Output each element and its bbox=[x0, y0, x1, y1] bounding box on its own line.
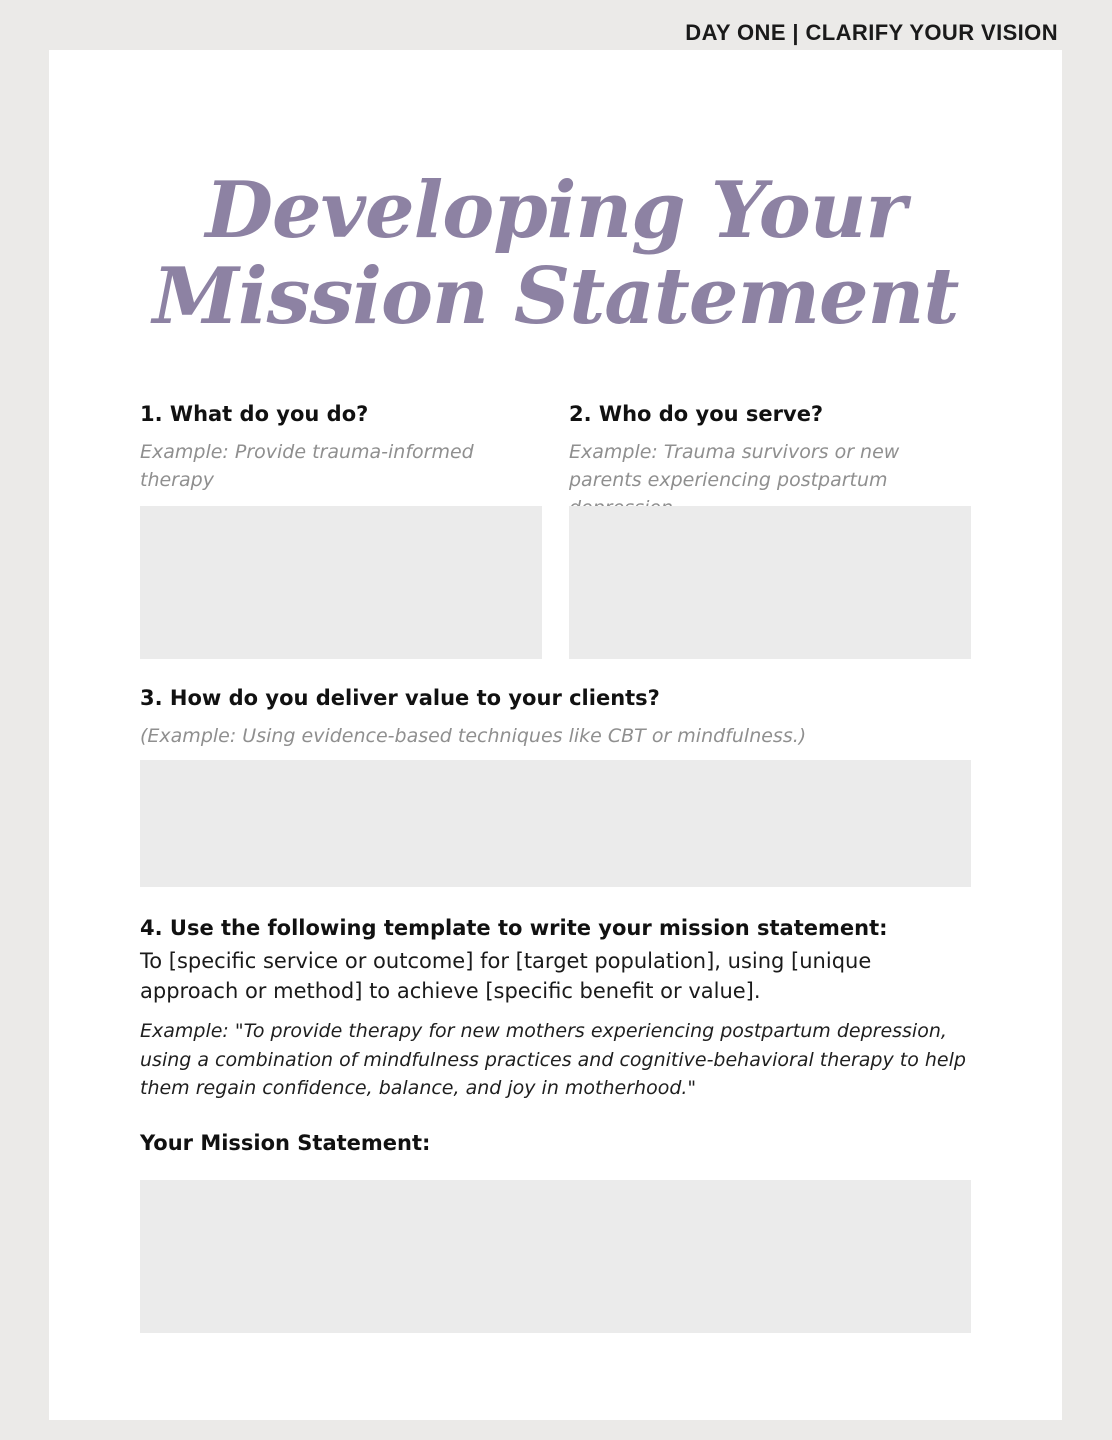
page-title bbox=[49, 165, 1062, 342]
question-3-answer-box[interactable] bbox=[140, 760, 971, 887]
page-title-line-2: Mission Statement bbox=[152, 251, 959, 342]
question-2-answer-box[interactable] bbox=[569, 506, 971, 659]
mission-template-text: To [specific service or outcome] for [target population], using [unique approach or method] to achieve [specific benefit or value]. bbox=[140, 949, 872, 1003]
question-3-heading: 3. How do you deliver value to your clients? bbox=[140, 686, 660, 710]
question-3-example: (Example: Using evidence-based techniques like CBT or mindfulness.) bbox=[140, 725, 807, 747]
question-1-answer-box[interactable] bbox=[140, 506, 542, 659]
question-4-heading: 4. Use the following template to write your mission statement: bbox=[140, 916, 888, 940]
mission-statement-answer-box[interactable] bbox=[140, 1180, 971, 1333]
mission-example-text: Example: "To provide therapy for new mothers experiencing postpartum depression, using a combination of mindfulness practices and cognitive-behavioral therapy to help them regain confidence, balance, and joy in motherhood." bbox=[140, 1020, 966, 1099]
section-header-label: DAY ONE | CLARIFY YOUR VISION bbox=[685, 20, 1058, 45]
question-1-example: Example: Provide trauma-informed therapy bbox=[140, 441, 474, 491]
question-1-heading: 1. What do you do? bbox=[140, 402, 369, 426]
worksheet-page bbox=[49, 50, 1062, 1420]
your-mission-statement-heading: Your Mission Statement: bbox=[140, 1131, 431, 1155]
question-2-heading: 2. Who do you serve? bbox=[569, 402, 824, 426]
question-2-example: Example: Trauma survivors or new parents experiencing postpartum bbox=[569, 441, 900, 491]
page-title-line-1: Developing Your bbox=[205, 165, 906, 256]
